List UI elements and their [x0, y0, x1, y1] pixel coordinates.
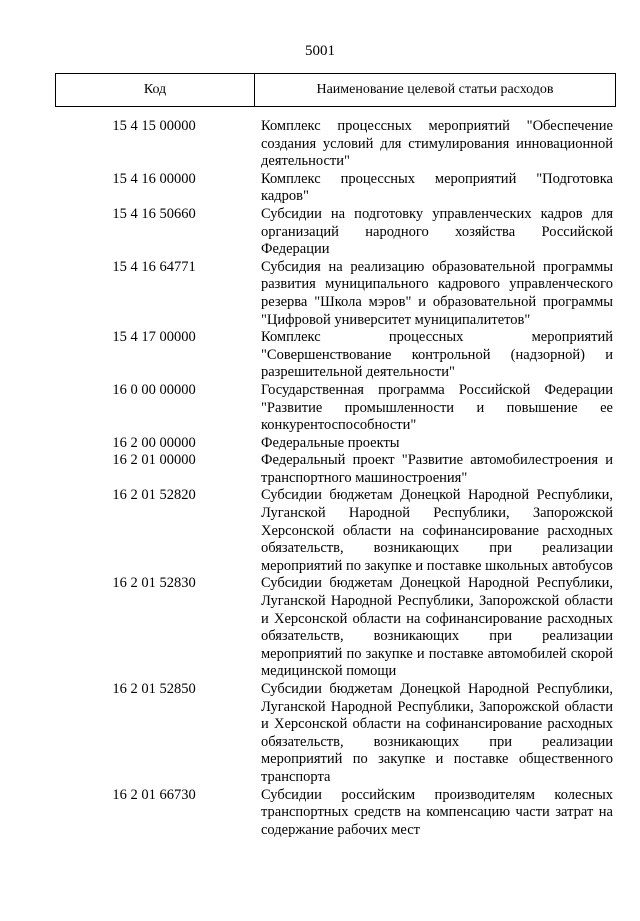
table-row — [55, 681, 616, 787]
row-code: 16 2 01 52830 — [112, 575, 196, 592]
row-code: 15 4 15 00000 — [112, 118, 196, 134]
table-row — [55, 487, 616, 575]
table-row — [55, 787, 616, 840]
row-code: 16 2 01 00000 — [112, 452, 196, 469]
row-name: Субсидия на реализацию образовательной программы развития муниципального кадрового управленческого резерва "Школа мэров" и образовательной программы "Цифровой университет муниципалитетов" — [261, 258, 613, 328]
row-name: Субсидии российским производителям колесных транспортных средств на компенсацию части затрат на содержание рабочих мест — [261, 786, 613, 838]
row-code: 16 2 01 52850 — [112, 681, 196, 697]
row-name: Субсидии бюджетам Донецкой Народной Республики, Луганской Народной Республики, Запорожской Херсонской области на софинансирование расходных обязательств, возникающих при реализации мероприятий по закупке и поставке школьных автобусов — [261, 487, 613, 574]
row-name: Комплекс процессных мероприятий "Подготовка кадров" — [261, 170, 613, 205]
row-name: Субсидии бюджетам Донецкой Народной Республики, Луганской Народной Республики, Запорожской области и Херсонской области на софинансирование расходных обязательств, возникающих при реализации мероприятий по закупке и поставке общественного транспорта — [261, 681, 613, 785]
row-code: 16 2 01 66730 — [112, 786, 196, 803]
row-code: 16 2 01 52820 — [112, 487, 196, 504]
row-code: 16 2 00 00000 — [112, 434, 196, 451]
row-code: 15 4 16 50660 — [112, 205, 196, 222]
row-name: Субсидии на подготовку управленческих кадров для организаций народного хозяйства Российской Федерации — [261, 205, 613, 258]
table-body — [55, 118, 616, 839]
row-name: Комплекс процессных мероприятий "Совершенствование контрольной (надзорной) и разрешительной деятельности" — [261, 329, 613, 381]
table-row — [55, 171, 616, 206]
table-row — [55, 452, 616, 487]
table-row — [55, 435, 616, 453]
table-row — [55, 329, 616, 382]
table-header — [55, 73, 616, 107]
row-name: Комплекс процессных мероприятий "Обеспечение создания условий для стимулирования инновационной деятельности" — [261, 118, 613, 170]
table-row — [55, 118, 616, 171]
header-code: Код — [56, 74, 255, 106]
page-number: 5001 — [305, 43, 335, 59]
row-name: Федеральный проект "Развитие автомобилестроения и транспортного машиностроения" — [261, 452, 613, 486]
row-code: 15 4 17 00000 — [112, 329, 196, 346]
row-code: 15 4 16 64771 — [112, 258, 196, 275]
row-name: Федеральные проекты — [261, 434, 400, 451]
table-row — [55, 575, 616, 681]
header-name: Наименование целевой статьи расходов — [316, 82, 554, 97]
table-row — [55, 382, 616, 435]
table-row — [55, 259, 616, 329]
row-code: 15 4 16 00000 — [112, 170, 196, 187]
row-name: Субсидии бюджетам Донецкой Народной Республики, Луганской Народной Республики, Запорожской области и Херсонской области на софинансирование расходных обязательств, возникающих при реализации мероприятий по закупке и поставке автомобилей скорой медицинской помощи — [261, 575, 613, 680]
row-code: 16 0 00 00000 — [112, 381, 196, 398]
table-row — [55, 206, 616, 259]
row-name: Государственная программа Российской Федерации "Развитие промышленности и повышение ее конкурентоспособности" — [261, 381, 613, 434]
